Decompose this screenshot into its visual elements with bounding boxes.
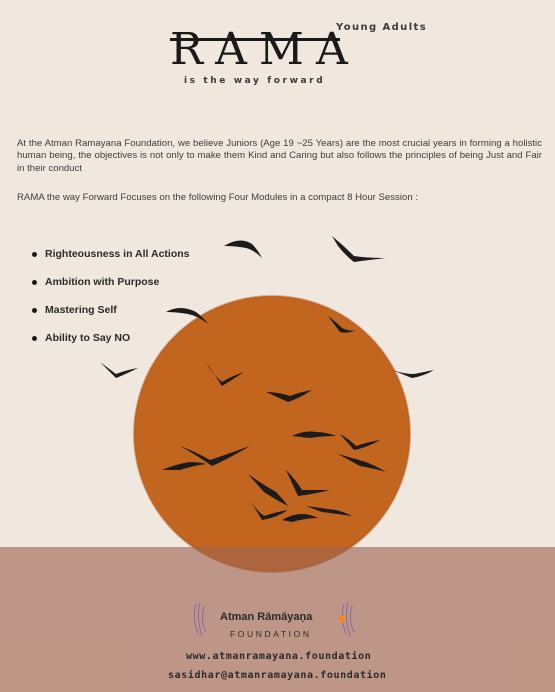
website-link[interactable]: www.atmanramayana.foundation: [186, 651, 372, 662]
email-link[interactable]: sasidhar@atmanramayana.foundation: [168, 670, 387, 681]
bird-icon: [224, 240, 262, 258]
sun-circle: [134, 296, 410, 572]
logo-dot-icon: [339, 616, 346, 623]
module-label: Righteousness in All Actions: [45, 248, 190, 260]
module-label: Ability to Say NO: [45, 332, 131, 344]
tagline: is the way forward: [184, 76, 326, 86]
bird-icon: [100, 362, 138, 378]
module-label: Mastering Self: [45, 304, 117, 316]
intro-paragraph: At the Atman Ramayana Foundation, we believe Juniors (Age 19 ~25 Years) are the most crucial years in forming a holistic human being, the objectives is not only to make them Kind and Caring but also follows the principles of being Just and Fair in their conduct: [17, 138, 542, 174]
org-subtitle: FOUNDATION: [230, 629, 312, 639]
page-title: RAMA: [170, 24, 360, 75]
audience-label: Young Adults: [336, 22, 428, 33]
focus-statement: RAMA the way Forward Focuses on the following Four Modules in a compact 8 Hour Session :: [17, 192, 418, 203]
org-name: Atman Rāmāyaṇa: [220, 611, 313, 623]
bird-icon: [332, 236, 386, 262]
module-label: Ambition with Purpose: [45, 276, 160, 288]
